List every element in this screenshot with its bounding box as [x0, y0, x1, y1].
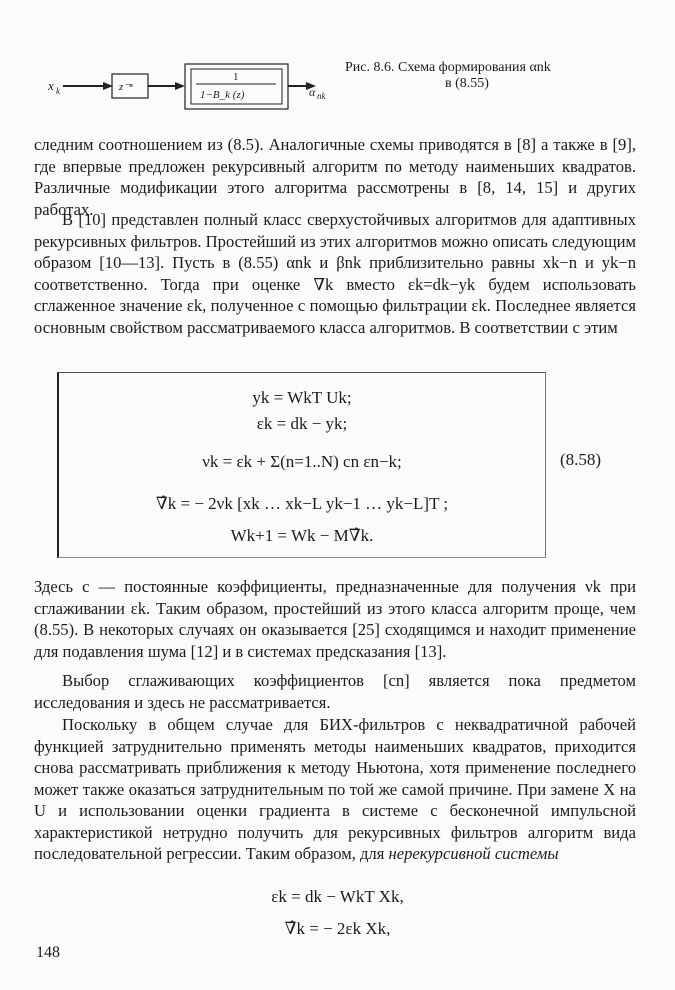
equation-error: εk = dk − WkT Xk, [271, 887, 404, 906]
block-diagram [40, 50, 370, 130]
paragraph-4: Выбор сглаживающих коэффициентов [cn] является пока предметом исследования и здесь не рассматривается. [34, 671, 636, 712]
equation-gradient: ∇̂k = − 2εk Xk, [284, 919, 391, 938]
paragraph-5-text: Поскольку в общем случае для БИХ-фильтров с неквадратичной рабочей функцией затруднительно применять методы наименьших квадратов, приходится снова рассматривать приближения к методу Ньютона, хотя применение последнего может также оказаться затруднительным по той же самой причине. При замене X на U и использовании оценки градиента в системе с бесконечной импульсной характеристикой нетрудно получить для рекурсивных фильтров алгоритм вида последовательной регрессии. Таким образом, для [34, 715, 636, 863]
equation-box [57, 372, 546, 558]
diagram-arrowhead-mid [175, 82, 185, 90]
filter-numerator: 1 [233, 71, 239, 83]
paragraph-5 [34, 714, 636, 865]
delay-label: z⁻ⁿ [119, 81, 133, 93]
figure-caption [345, 60, 635, 92]
page-number: 148 [36, 944, 60, 961]
equation-8-58-line-2: εk = dk − yk; [256, 414, 348, 433]
diagram-output-alpha: α [309, 85, 316, 99]
diagram-input-x: x [48, 78, 54, 93]
diagram-output-sub: nk [317, 91, 326, 101]
diagram-input-sub: k [56, 86, 60, 96]
caption-line-2: в (8.55) [445, 76, 489, 91]
equation-number: (8.58) [560, 450, 602, 469]
equation-8-58-line-4: ∇̂k = − 2νk [xk … xk−L yk−1 … yk−L]T ; [155, 494, 449, 513]
filter-denominator: 1−B_k (z) [200, 89, 245, 101]
equation-8-58-line-5: Wk+1 = Wk − M∇̂k. [230, 526, 374, 545]
paragraph-3: Здесь c — постоянные коэффициенты, предназначенные для получения νk при сглаживании εk. Таким образом, простейший из этого класса алгоритм проще, чем (8.55). В некоторых случаях он оказывается [25] сходящимся и находит применение для подавления шума [12] и в системах предсказания [13]. [34, 577, 636, 661]
paragraph-2: В [10] представлен полный класс сверхустойчивых алгоритмов для адаптивных рекурсивных фильтров. Простейший из этих алгоритмов можно описать следующим образом [10—13]. Пусть в (8.55) αnk и βnk приблизительно равны xk−n и yk−n соответственно. Тогда при оценке ∇k вместо εk=dk−yk будем использовать сглаженное значение εk, полученное с помощью фильтрации εk. Последнее является основным свойством рассматриваемого класса алгоритмов. В соответствии с этим [34, 210, 636, 337]
equation-8-58-line-3: νk = εk + Σ(n=1..N) cn εn−k; [202, 452, 402, 471]
paragraph-5-italic: нерекурсивной системы [388, 844, 559, 863]
equation-8-58-line-1: yk = WkT Uk; [252, 388, 352, 407]
caption-line-1: Рис. 8.6. Схема формирования αnk [345, 60, 551, 75]
paragraph-1: следним соотношением из (8.5). Аналогичные схемы приводятся в [8] а также в [9], где впервые предложен рекурсивный алгоритм по методу наименьших квадратов. Различные модификации этого алгоритма рассмотрены в [8, 14, 15] и других работах. [34, 135, 636, 219]
